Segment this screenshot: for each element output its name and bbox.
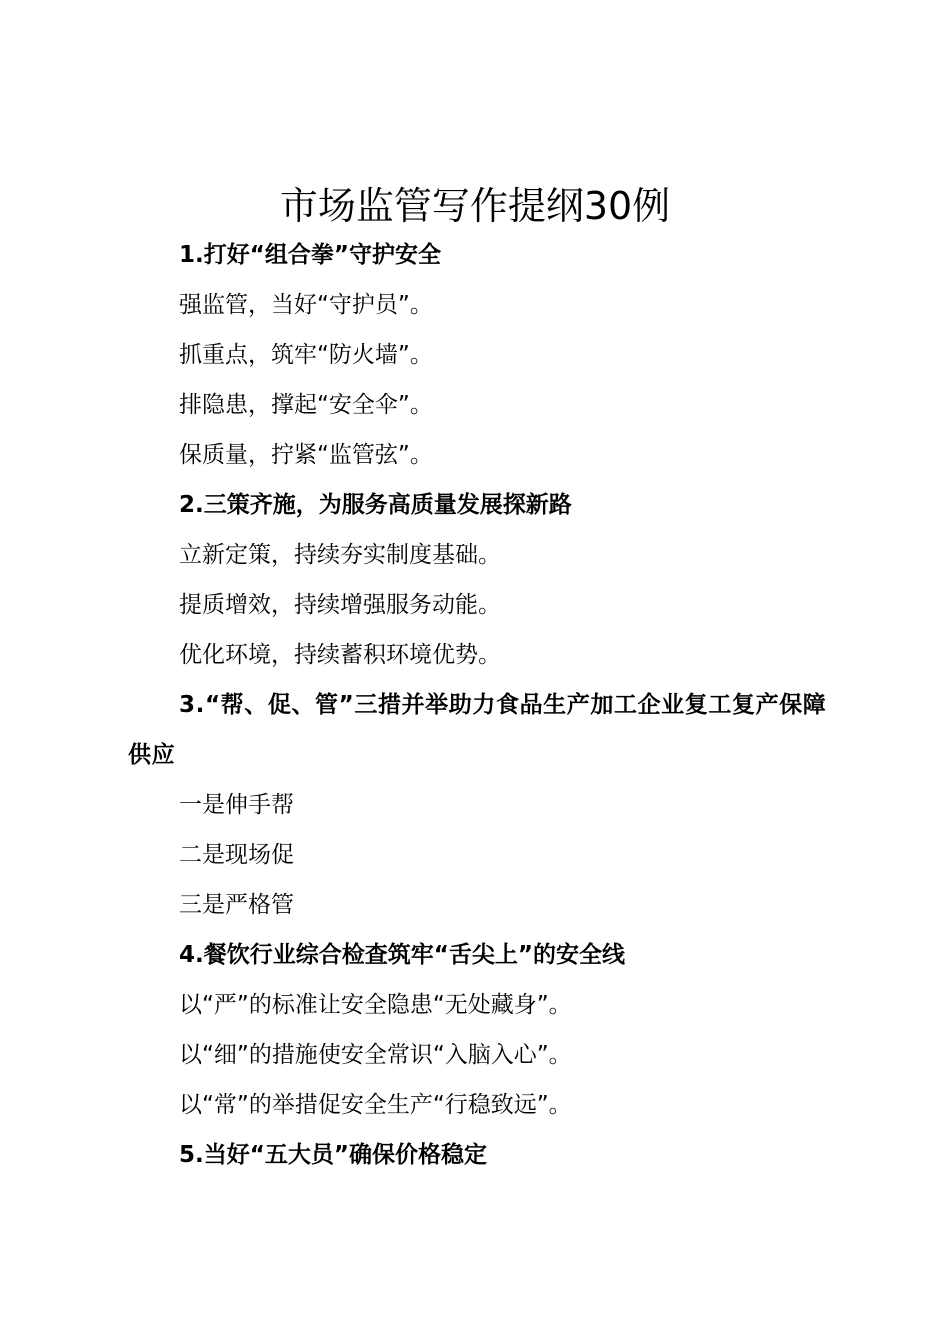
section-1-item-1: 强监管，当好“守护员”。 (179, 292, 433, 318)
document-body (128, 230, 840, 1180)
section-heading-5: 5.当好“五大员”确保价格稳定 (179, 1142, 487, 1168)
section-3-item-1: 一是伸手帮 (179, 792, 294, 818)
section-heading-4: 4.餐饮行业综合检查筑牢“舌尖上”的安全线 (179, 942, 625, 968)
section-heading-3: 3.“帮、促、管”三措并举助力食品生产加工企业复工复产保障供应 (128, 692, 827, 768)
section-3-item-2: 二是现场促 (179, 842, 294, 868)
section-4-item-2: 以“细”的措施使安全常识“入脑入心”。 (179, 1042, 572, 1068)
document-title: 市场监管写作提纲30例 (279, 184, 671, 228)
section-1-item-4: 保质量，拧紧“监管弦”。 (179, 442, 433, 468)
section-3-item-3: 三是严格管 (179, 892, 294, 918)
section-1-item-3: 排隐患，撑起“安全伞”。 (179, 392, 433, 418)
section-4-item-3: 以“常”的举措促安全生产“行稳致远”。 (179, 1092, 572, 1118)
section-4-item-1: 以“严”的标准让安全隐患“无处藏身”。 (179, 992, 572, 1018)
section-2-item-2: 提质增效，持续增强服务动能。 (179, 592, 501, 618)
section-2-item-3: 优化环境，持续蓄积环境优势。 (179, 642, 501, 668)
section-2-item-1: 立新定策，持续夯实制度基础。 (179, 542, 501, 568)
section-heading-2: 2.三策齐施，为服务高质量发展探新路 (179, 492, 572, 518)
section-1-item-2: 抓重点，筑牢“防火墙”。 (179, 342, 433, 368)
section-heading-1: 1.打好“组合拳”守护安全 (179, 242, 441, 268)
